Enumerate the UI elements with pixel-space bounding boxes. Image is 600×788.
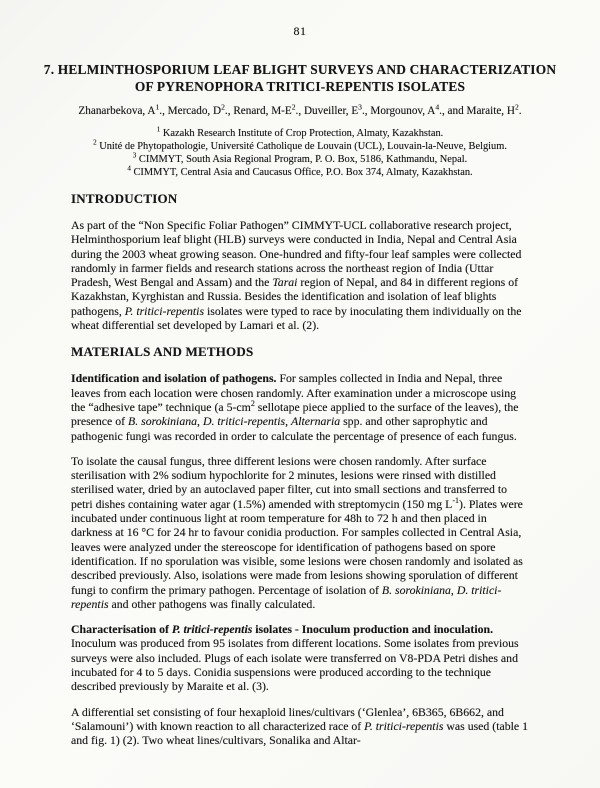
page-number: 81	[293, 24, 307, 38]
section-heading-introduction: INTRODUCTION	[71, 191, 178, 206]
paragraph-identification-isolation: Identification and isolation of pathogens. For samples collected in India and Nepal, three leaves from each location were chosen randomly. After examination under a microscope using the “adhesive tape” technique (a $5-cm^2$ sellotape piece applied to the surface of the leaves), the presence of B. sorokiniana, D. tritici-repentis, Alternaria spp. and other saprophytic and pathogenic fungi was recorded in order to calculate the percentage of presence of each fungus.	[71, 371, 519, 443]
paper-title-line-1: 7. HELMINTHOSPORIUM LEAF BLIGHT SURVEYS AND CHARACTERIZATION	[43, 62, 557, 77]
affiliation-line-1: $^1$ Kazakh Research Institute of Crop Protection, Almaty, Kazakhstan.	[156, 125, 444, 139]
affiliation-line-3: $^3$ CIMMYT, South Asia Regional Program, P. O. Box, 5186, Kathmandu, Nepal.	[132, 151, 468, 165]
paragraph-isolation-procedure: To isolate the causal fungus, three different lesions were chosen randomly. After surface sterilisation with 2% sodium hypochlorite for 2 minutes, lesions were rinsed with distilled sterilised water, dried by an autoclaved paper filter, cut into small sections and transferred to petri dishes containing water agar (1.5%) amended with streptomycin (150 mg $L^{-1}$). Plates were incubated under continuous light at room temperature for 48h to 72 h and then placed in darkness at 16 °C for 24 hr to favour conidia production. For samples collected in Central Asia, leaves were analyzed under the stereoscope for identification of pathogens based on spore identification. If no sporulation was visible, some lesions were chosen randomly and isolated as described previously. Also, isolations were made from lesions showing sporulation of different fungi to confirm the primary pathogen. Percentage of isolation of B. sorokiniana, D. tritici-repentis and other pathogens was finally calculated.	[71, 453, 523, 611]
section-heading-materials-and-methods: MATERIALS AND METHODS	[71, 344, 254, 360]
introduction-paragraph: As part of the “Non Specific Foliar Pathogen” CIMMYT-UCL collaborative research project, Helminthosporium leaf blight (HLB) surveys were conducted in India, Nepal and Central Asia during the 2003 wheat growing season. One-hundred and fifty-four leaf samples were collected randomly in farmer fields and research stations across the northeast region of India (Uttar Pradesh, West Bengal and Assam) and the Tarai region of Nepal, and 84 in different regions of Kazakhstan, Kyrghistan and Russia. Besides the identification and isolation of leaf blights pathogens, P. tritici-repentis isolates were typed to race by inoculating them individually on the wheat differential set developed by Lamari et al. (2).	[71, 218, 522, 333]
affiliations-block	[0, 127, 600, 179]
paragraph-differential-set: A differential set consisting of four hexaploid lines/cultivars (‘Glenlea’, 6B365, 6B662, and ‘Salamouni’) with known reaction to all characterized race of P. tritici-repentis was used (table 1 and fig. 1) (2). Two wheat lines/cultivars, Sonalika and Altar-	[71, 704, 528, 748]
affiliation-line-2: $^2$ Unité de Phytopathologie, Université Catholique de Louvain (UCL), Louvain-la-Neuve, Belgium.	[93, 138, 507, 152]
authors-line: Zhanarbekova, $A^1$., Mercado, $D^2$., Renard, $M-E^2$., Duveiller, $E^3$., Morgounov, $A^4$., and Maraite, $H^2$.	[78, 102, 522, 117]
affiliation-line-4: $^4$ CIMMYT, Central Asia and Caucasus Office, P.O. Box 374, Almaty, Kazakhstan.	[127, 164, 473, 178]
paragraph-characterisation-inoculum: Characterisation of P. tritici-repentis isolates - Inoculum production and inoculation. Inoculum was produced from 95 isolates from different locations. Some isolates from previous surveys were also included. Plugs of each isolate were transferred on V8-PDA Petri dishes and incubated for 4 to 5 days. Conidia suspensions were produced according to the technique described previously by Maraite et al. (3).	[71, 622, 519, 694]
paper-title-line-2: OF PYRENOPHORA TRITICI-REPENTIS ISOLATES	[134, 79, 466, 94]
paper-title	[30, 61, 570, 95]
